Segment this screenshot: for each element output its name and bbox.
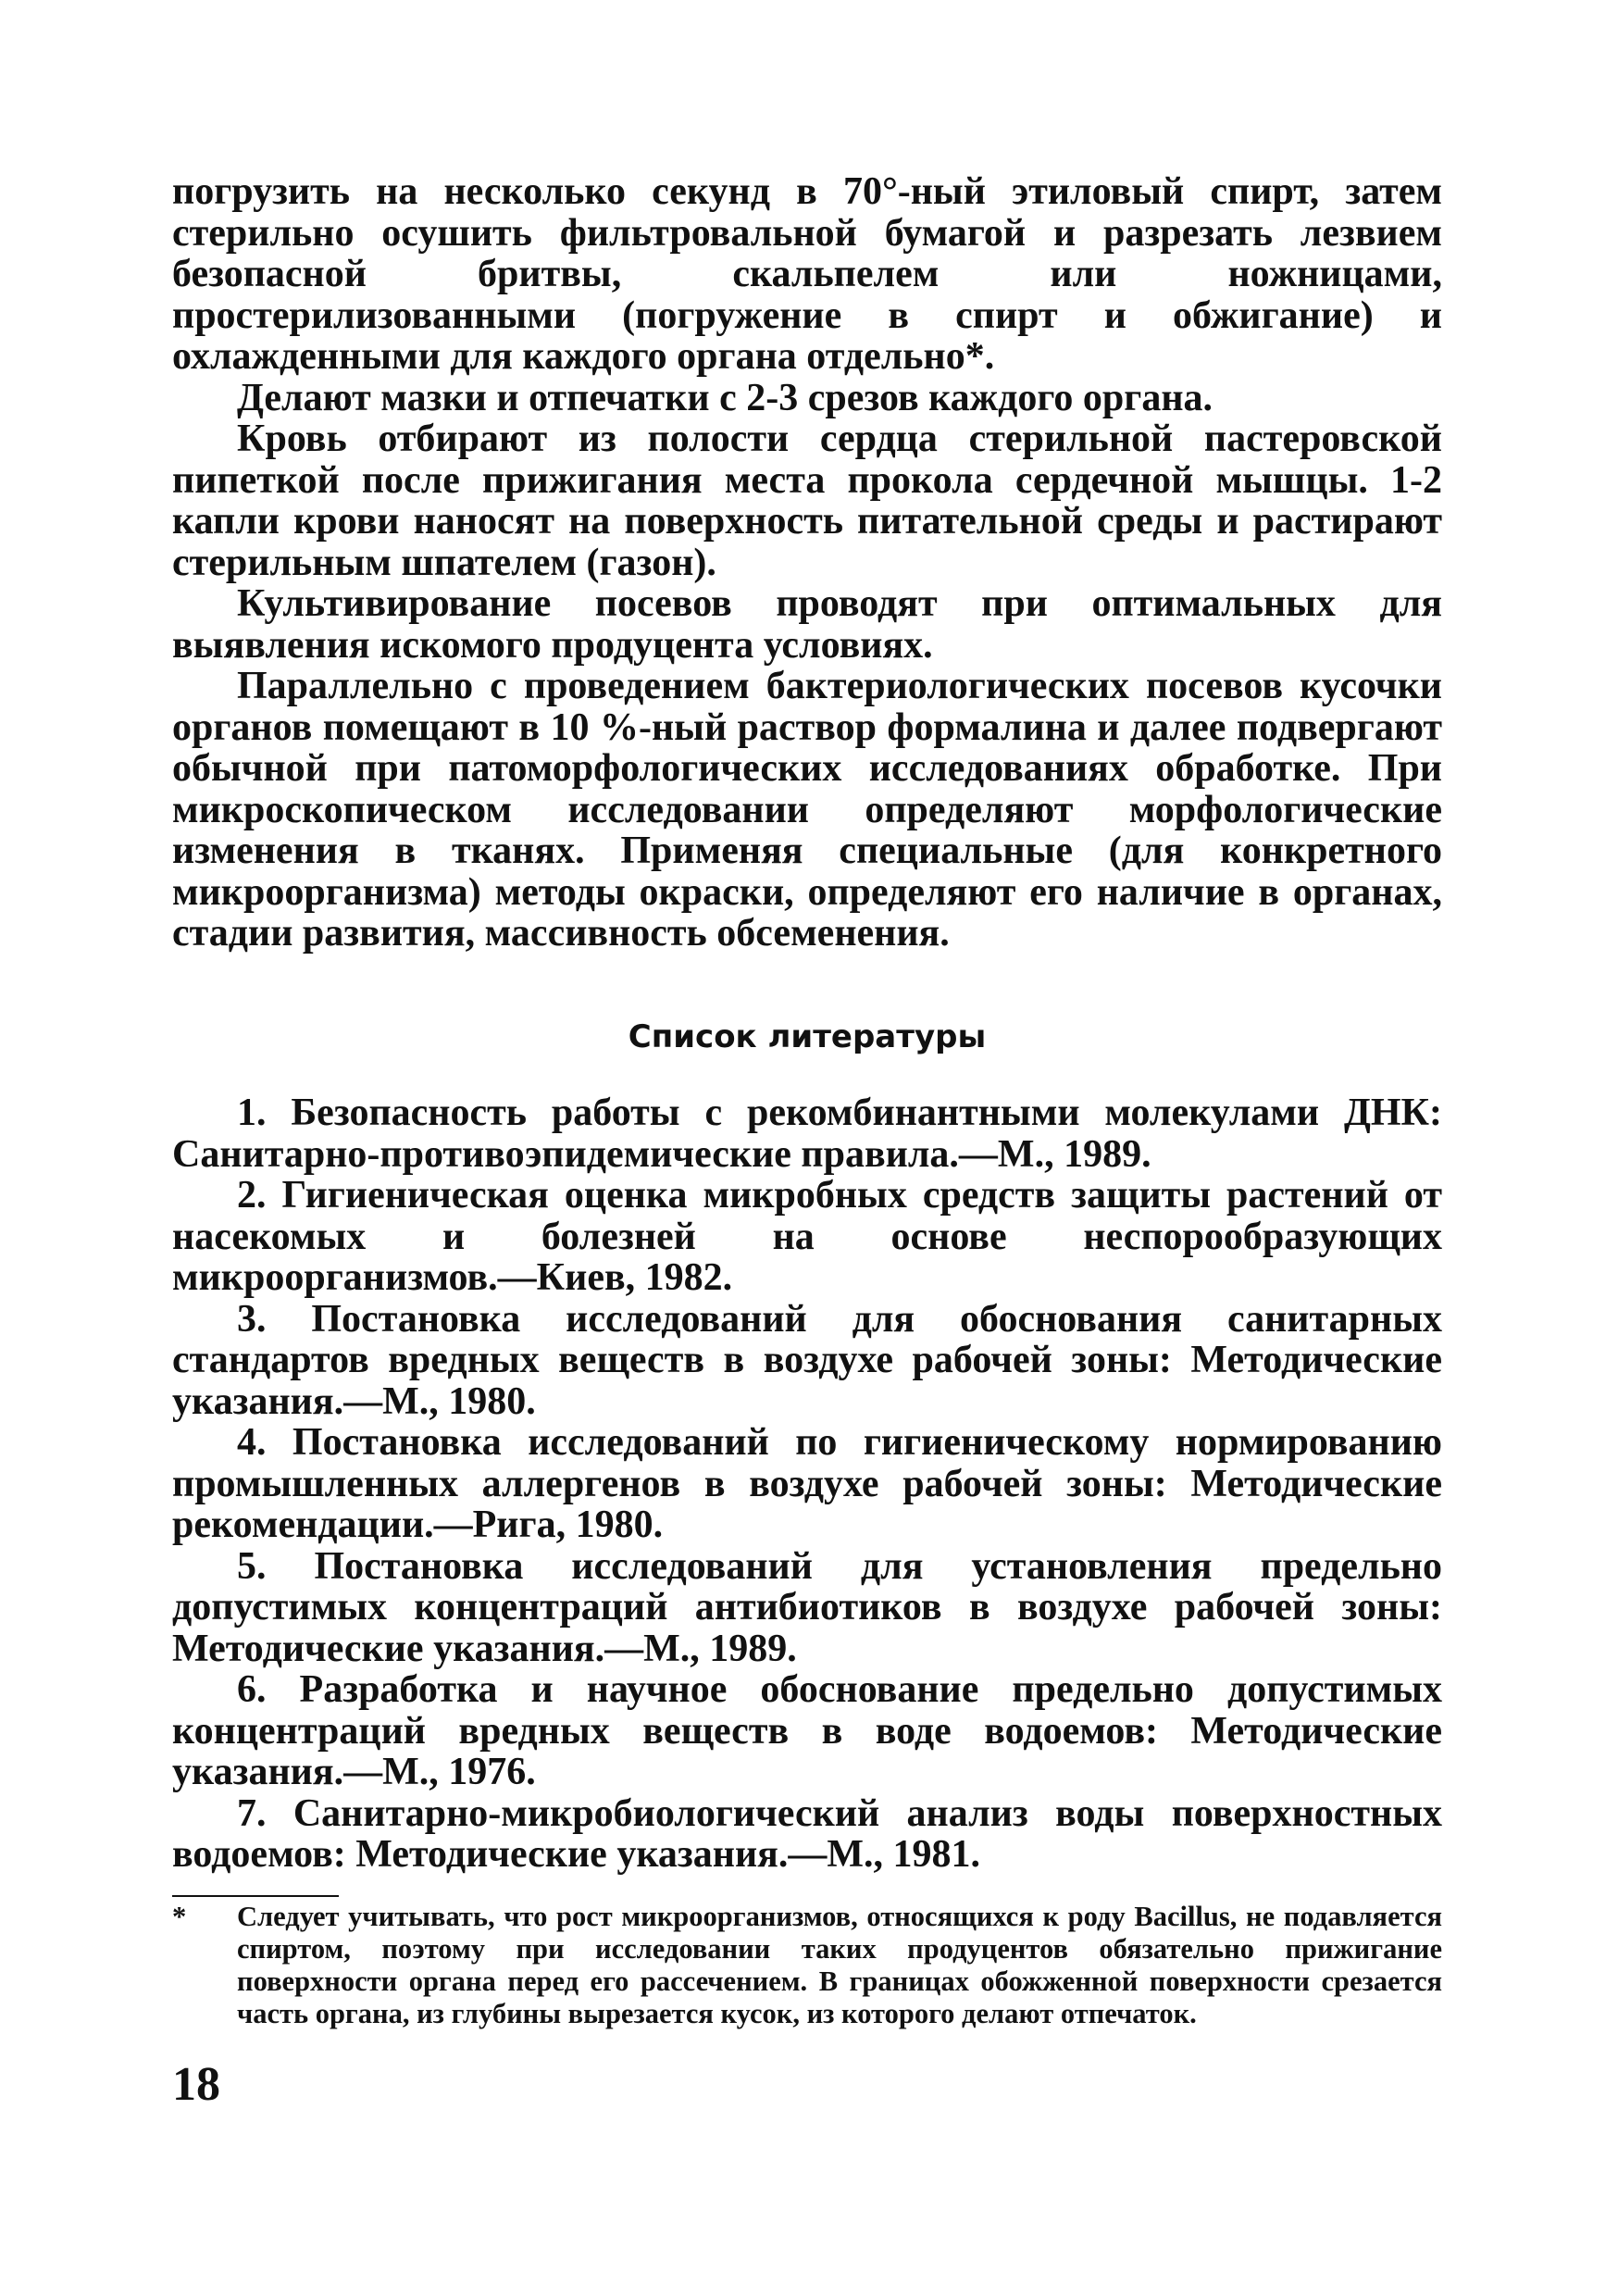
bibliography-heading: Список литературы <box>628 1018 987 1055</box>
paragraph: Кровь отбирают из полости сердца стерильной пастеровской пипеткой после прижигания места прокола сердечной мышцы. 1-2 капли крови наносят на поверхность питательной среды и растирают стерильным шпателем (газон). <box>172 418 1442 584</box>
bibliography-item: 4. Постановка исследований по гигиеническому нормированию промышленных аллергенов в воздухе рабочей зоны: Методические рекомендации.—Рига, 1980. <box>172 1421 1442 1546</box>
bibliography-item: 6. Разработка и научное обоснование предельно допустимых концентраций вредных веществ в воде водоемов: Методические указания.—М., 1976. <box>172 1668 1442 1793</box>
bibliography-item: 3. Постановка исследований для обоснования санитарных стандартов вредных веществ в воздухе рабочей зоны: Методические указания.—М., 1980. <box>172 1297 1442 1423</box>
page-number: 18 <box>172 2058 220 2111</box>
bibliography-item: 7. Санитарно-микробиологический анализ воды поверхностных водоемов: Методические указания.—М., 1981. <box>172 1791 1442 1876</box>
paragraph: погрузить на несколько секунд в 70°-ный этиловый спирт, затем стерильно осушить фильтровальной бумагой и разрезать лезвием безопасной бритвы, скальпелем или ножницами, простерилизованными (погружение в спирт и обжигание) и охлажденными для каждого органа отдельно*. <box>172 170 1442 378</box>
footnote <box>172 1901 1442 2030</box>
body-text <box>172 171 1442 955</box>
paragraph: Делают мазки и отпечатки с 2-3 срезов каждого органа. <box>237 376 1214 419</box>
bibliography-item: 2. Гигиеническая оценка микробных средств защиты растений от насекомых и болезней на основе неспорообразующих микроорганизмов.—Киев, 1982. <box>172 1174 1442 1299</box>
paragraph: Параллельно с проведением бактериологических посевов кусочки органов помещают в 10 %-ный раствор формалина и далее подвергают обычной при патоморфологических исследованиях обработке. При микроскопическом исследовании определяют морфологические изменения в тканях. Применяя специальные (для конкретного микроорганизма) методы окраски, определяют его наличие в органах, стадии развития, массивность обсеменения. <box>172 665 1442 955</box>
bibliography-item: 1. Безопасность работы с рекомбинантными молекулами ДНК: Санитарно-противоэпидемические правила.—М., 1989. <box>172 1092 1442 1176</box>
bibliography-list <box>172 1092 1442 1876</box>
footnote-divider <box>172 1895 339 1897</box>
paragraph: Культивирование посевов проводят при оптимальных для выявления искомого продуцента условиях. <box>172 582 1442 667</box>
footnote-mark: * <box>172 1901 187 1932</box>
footnote-text: Следует учитывать, что рост микроорганизмов, относящихся к роду Bacillus, не подавляется спиртом, поэтому при исследовании таких продуцентов обязательно прижигание поверхности органа перед его рассечением. В границах обожженной поверхности срезается часть органа, из глубины вырезается кусок, из которого делают отпечаток. <box>237 1901 1442 2029</box>
bibliography-item: 5. Постановка исследований для установления предельно допустимых концентраций антибиотиков в воздухе рабочей зоны: Методические указания.—М., 1989. <box>172 1544 1442 1670</box>
